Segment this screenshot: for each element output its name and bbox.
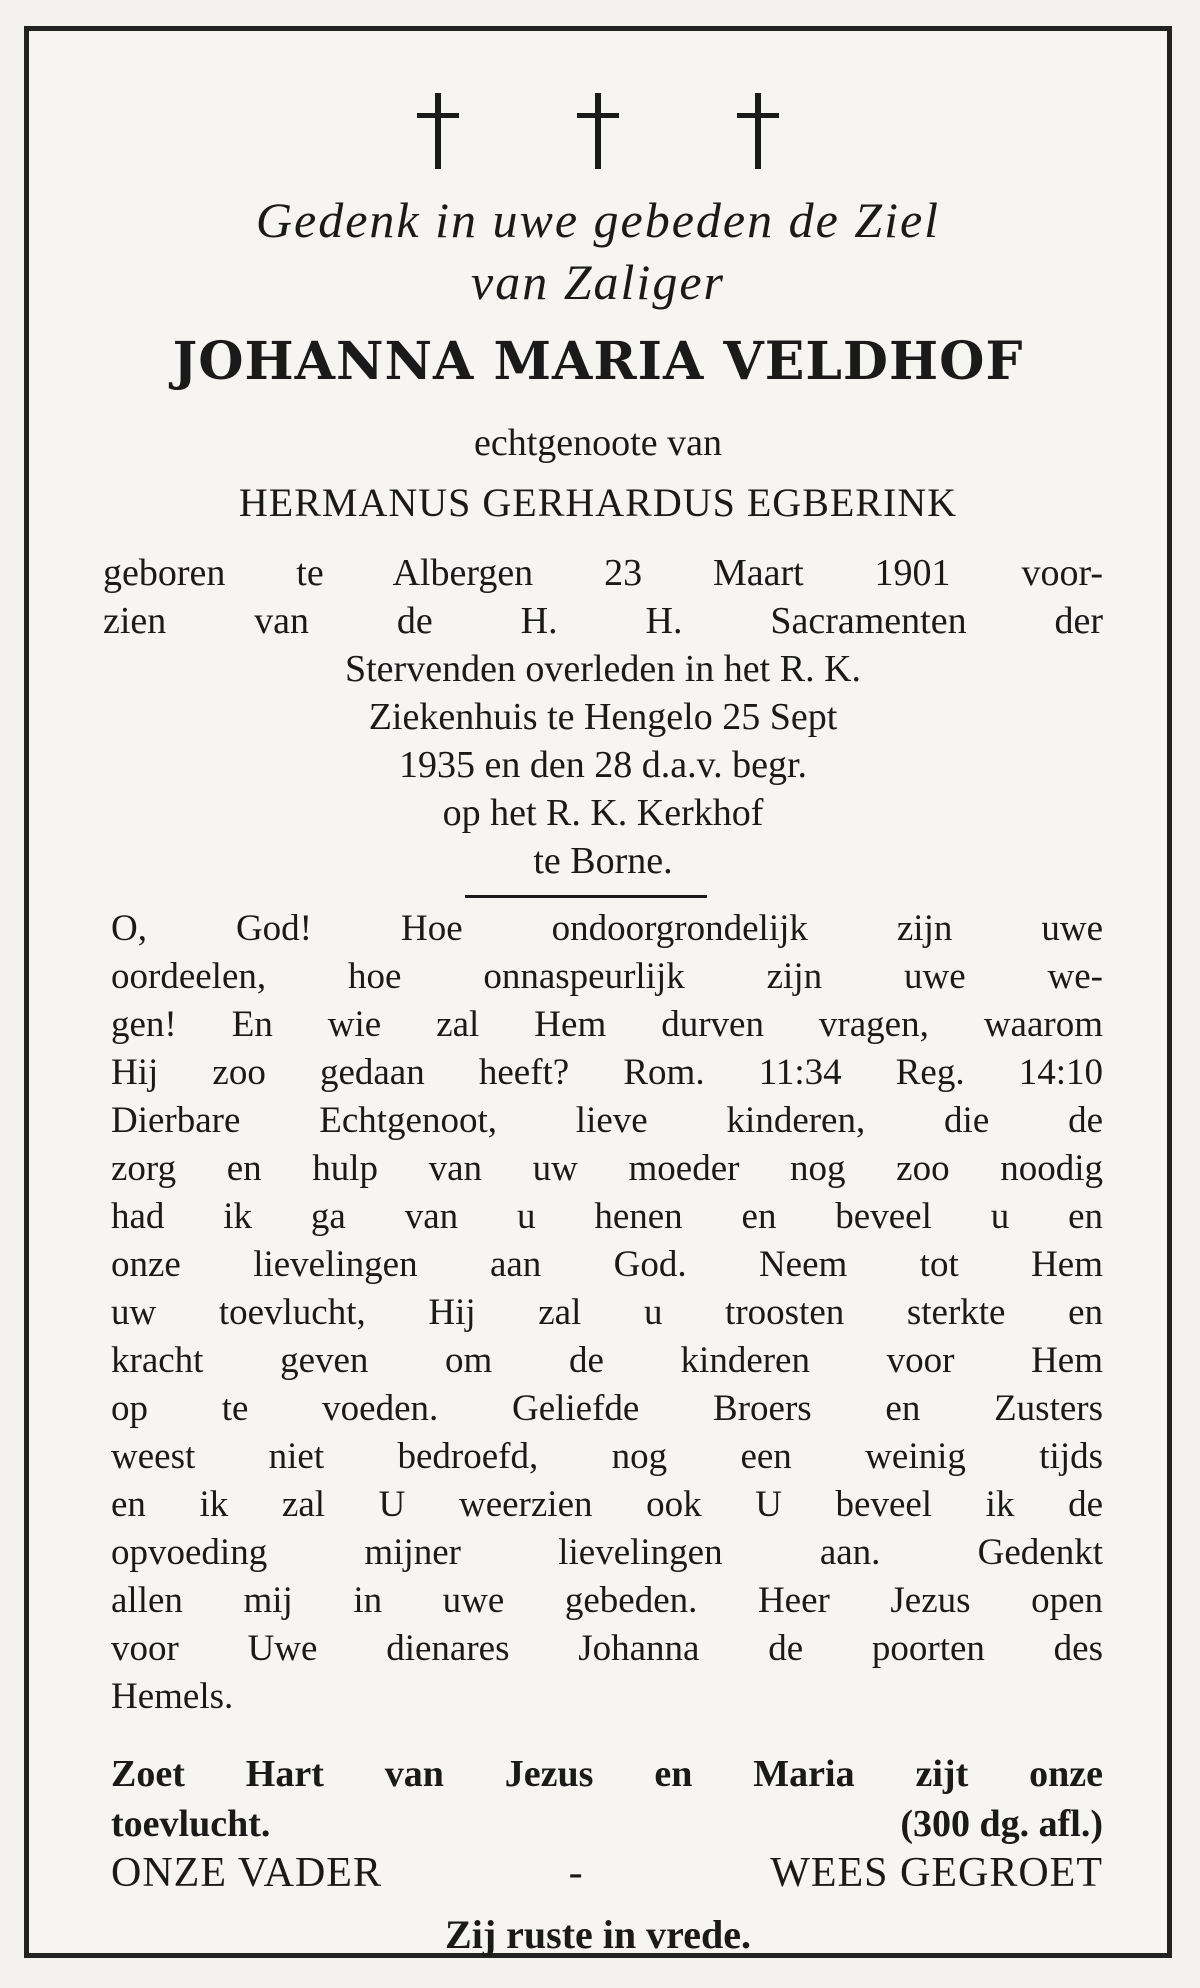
crosses-row xyxy=(29,91,1167,171)
prayer-line: Hemels. xyxy=(111,1676,234,1717)
prayer-separator: - xyxy=(568,1850,584,1896)
bio-line: geboren te Albergen 23 Maart 1901 voor- xyxy=(103,552,1103,594)
spouse-label: echtgenoote van xyxy=(474,422,722,464)
prayer-our-father: ONZE VADER xyxy=(111,1850,382,1896)
closing-invocation xyxy=(111,1749,1103,1849)
prayer-line: had ik ga van u henen en beveel u en xyxy=(111,1196,1103,1237)
prayer-line: opvoeding mijner lievelingen aan. Gedenkt xyxy=(111,1532,1103,1573)
indulgence-note: (300 dg. afl.) xyxy=(900,1803,1103,1845)
cross-icon xyxy=(413,91,463,171)
prayer-line: Dierbare Echtgenoot, lieve kinderen, die de xyxy=(111,1100,1103,1141)
prayer-line: allen mij in uwe gebeden. Heer Jezus open xyxy=(111,1580,1103,1621)
spouse-name: HERMANUS GERHARDUS EGBERINK xyxy=(238,480,958,525)
intro xyxy=(29,189,1167,313)
rest-in-peace: Zij ruste in vrede. xyxy=(445,1912,751,1957)
prayer-hail-mary: WEES GEGROET xyxy=(770,1850,1103,1896)
biography xyxy=(103,549,1103,885)
prayer-line: en ik zal U weerzien ook U beveel ik de xyxy=(111,1484,1103,1525)
prayer-line: zorg en hulp van uw moeder nog zoo noodig xyxy=(111,1148,1103,1189)
prayer-line: uw toevlucht, Hij zal u troosten sterkte en xyxy=(111,1292,1103,1333)
prayer-line: oordeelen, hoe onnaspeurlijk zijn uwe we- xyxy=(111,956,1103,997)
closing-line-2 xyxy=(111,1799,1103,1849)
bio-line: Ziekenhuis te Hengelo 25 Sept xyxy=(368,696,838,738)
prayers-line xyxy=(111,1849,1103,1897)
closing-line-1: Zoet Hart van Jezus en Maria zijt onze xyxy=(111,1753,1103,1795)
cross-icon xyxy=(573,91,623,171)
prayer-line: onze lievelingen aan God. Neem tot Hem xyxy=(111,1244,1103,1285)
prayer-text xyxy=(111,905,1103,1721)
bio-line: Stervenden overleden in het R. K. xyxy=(344,648,862,690)
memorial-card xyxy=(24,26,1172,1958)
bio-line: te Borne. xyxy=(533,840,673,882)
prayer-line: voor Uwe dienares Johanna de poorten des xyxy=(111,1628,1103,1669)
prayer-line: kracht geven om de kinderen voor Hem xyxy=(111,1340,1103,1381)
deceased-name: JOHANNA MARIA VELDHOF xyxy=(172,331,1024,392)
prayer-line: weest niet bedroefd, nog een weinig tijds xyxy=(111,1436,1103,1477)
prayer-line: gen! En wie zal Hem durven vragen, waarom xyxy=(111,1004,1103,1045)
intro-line-1: Gedenk in uwe gebeden de Ziel xyxy=(255,192,941,248)
intro-line-2: van Zaliger xyxy=(471,254,725,310)
prayer-line: Hij zoo gedaan heeft? Rom. 11:34 Reg. 14:10 xyxy=(111,1052,1103,1093)
bio-line: op het R. K. Kerkhof xyxy=(442,792,764,834)
closing-line-2-left: toevlucht. xyxy=(111,1803,271,1845)
bio-line: zien van de H. H. Sacramenten der xyxy=(103,600,1103,642)
prayer-line: op te voeden. Geliefde Broers en Zusters xyxy=(111,1388,1103,1429)
cross-icon xyxy=(733,91,783,171)
divider xyxy=(465,895,707,898)
prayer-line: O, God! Hoe ondoorgrondelijk zijn uwe xyxy=(111,908,1103,949)
bio-line: 1935 en den 28 d.a.v. begr. xyxy=(398,744,808,786)
